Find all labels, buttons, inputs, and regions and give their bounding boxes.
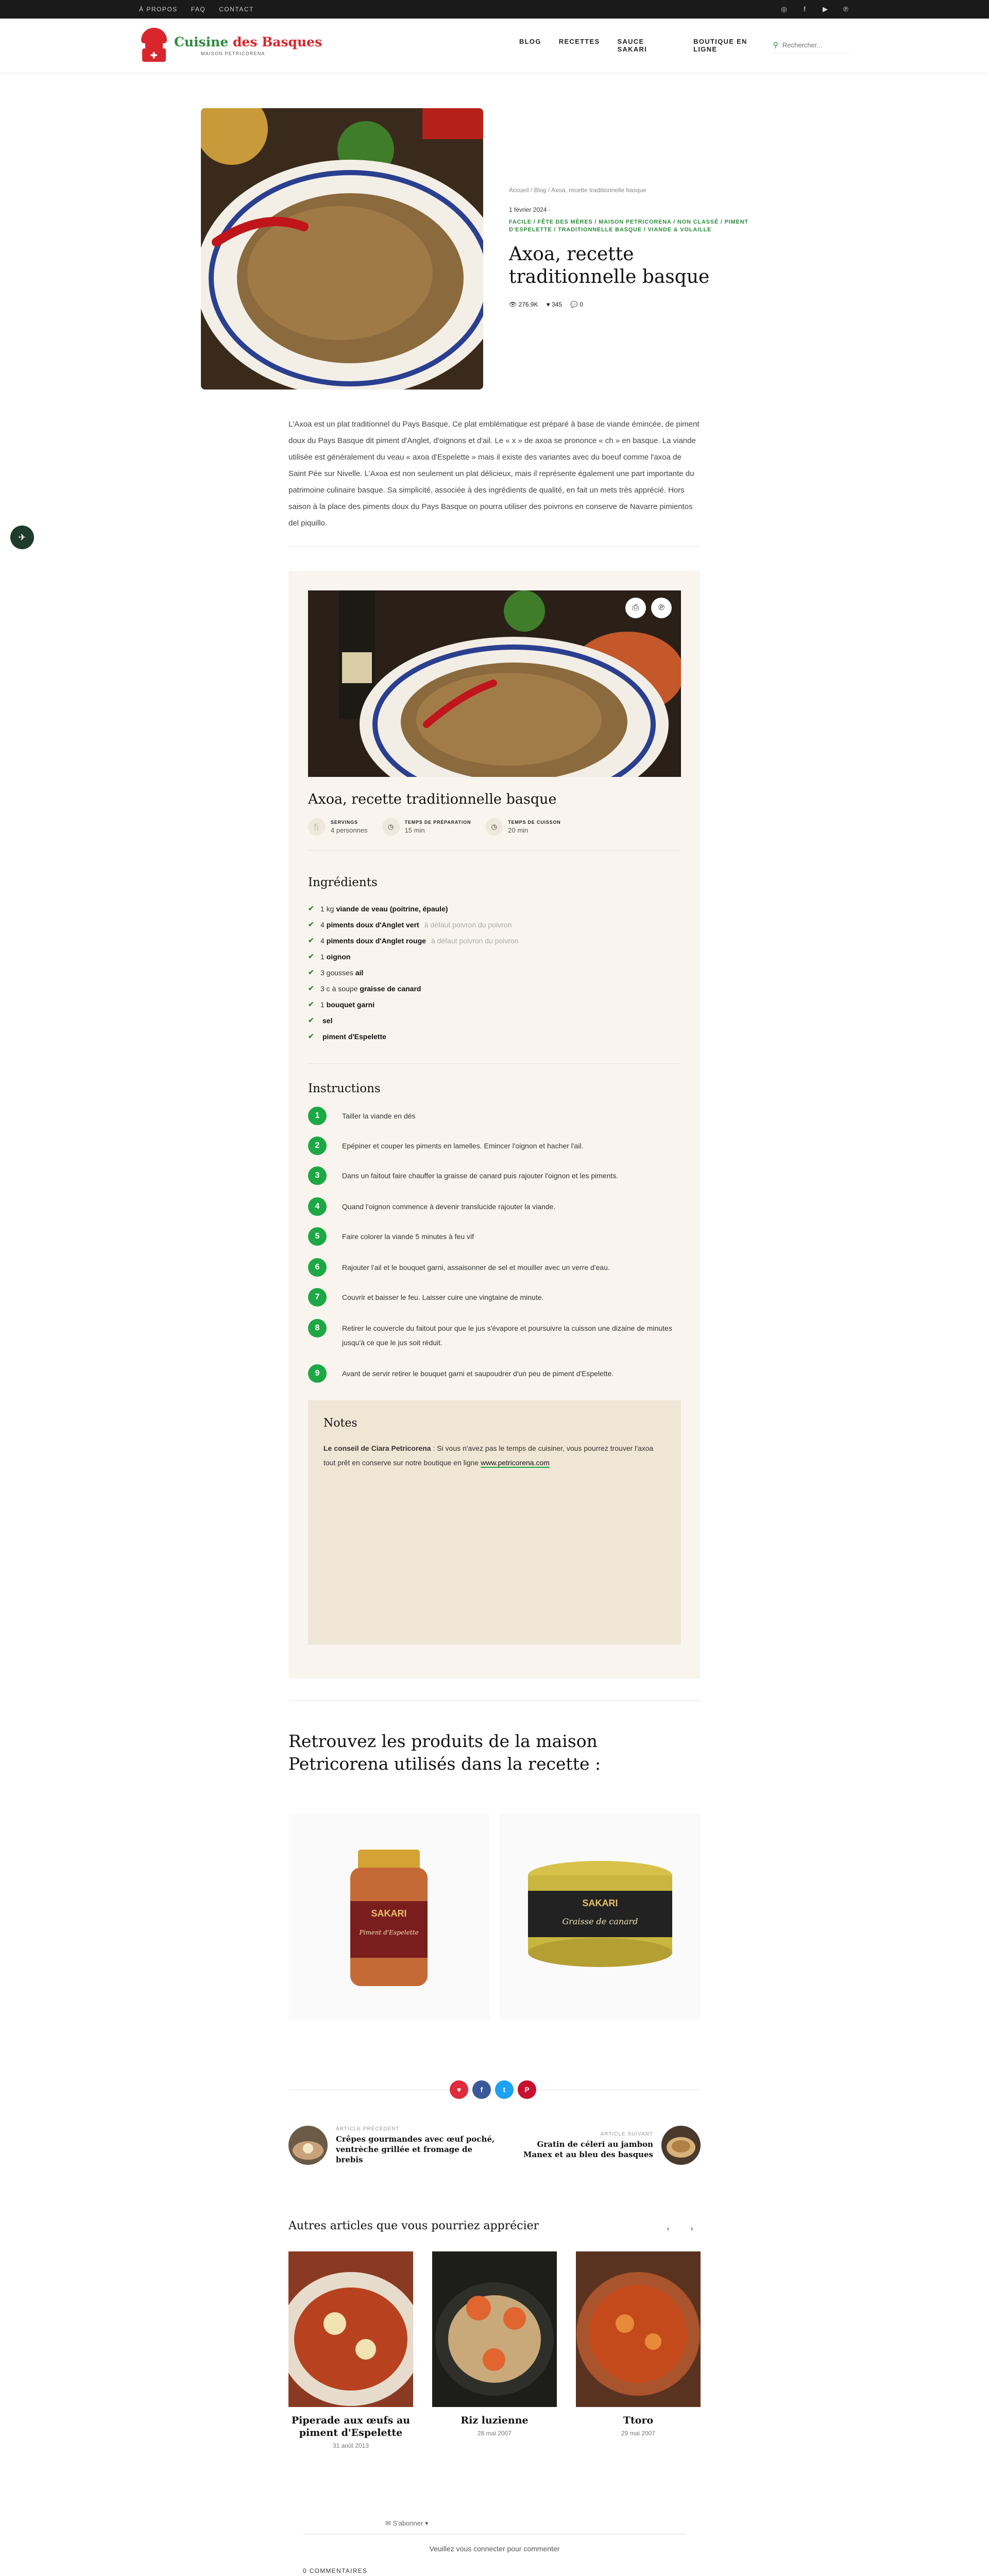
next-article-link[interactable]: ARTICLE SUIVANT Gratin de céleri au jambon Manex et au bleu des basques — [509, 2126, 701, 2165]
comments-section — [303, 2519, 686, 2576]
comments-count: 0 COMMENTAIRES — [303, 2567, 368, 2574]
social-links — [780, 5, 850, 13]
list-item: ✔ 1 bouquet garni — [308, 1000, 375, 1009]
list-item: 9 Avant de servir retirer le bouquet garni et saupoudrer d'un peu de piment d'Espelette. — [308, 1364, 681, 1395]
nav-sauce-sakari[interactable]: SAUCE SAKARI — [617, 38, 647, 53]
clock-icon: ◷ — [485, 818, 503, 836]
meta-prep-time: ◷ TEMPS DE PRÉPARATION 15 min — [382, 818, 471, 836]
list-item: 8 Retirer le couvercle du faitout pour que le jus s'évapore et poursuivre la cuisson une dizaine de minutes jusqu'à ce que le jus soit réduit. — [308, 1319, 681, 1364]
notes-heading: Notes — [323, 1417, 357, 1430]
list-item: 6 Rajouter l'ail et le bouquet garni, assaisonner de sel et mouiller avec un verre d'eau. — [308, 1258, 681, 1288]
check-icon: ✔ — [308, 1032, 314, 1040]
check-icon: ✔ — [308, 904, 314, 912]
logo-title: Cuisine des Basques — [174, 35, 322, 49]
youtube-icon[interactable]: ▶ — [823, 5, 828, 13]
product-brand: SAKARI — [582, 1898, 618, 1908]
pinterest-icon[interactable]: ℗ — [651, 598, 672, 618]
search-box — [773, 38, 850, 53]
mail-icon: ✉ — [385, 2519, 391, 2527]
list-item: 4 Quand l'oignon commence à devenir translucide rajouter la viande. — [308, 1197, 681, 1227]
facebook-icon[interactable]: f — [804, 5, 806, 13]
views-stat: 👁 276.9K — [509, 301, 538, 308]
comment-icon: 💬 — [570, 301, 578, 308]
instructions-heading: Instructions — [308, 1082, 381, 1095]
article-intro: L'Axoa est un plat traditionnel du Pays Basque. Ce plat emblématique est préparé à base de viande émincée, de piment doux du Pays Basque dit piment d'Anglet, d'oignons et d'ail. Le « x » de axoa se prononce « ch » en basque. La viande utilisée est généralement du veau « axoa d'Espelette » mais il existe des variantes avec du boeuf comme l'axoa de Saint Pée sur Nivelle. L'Axoa est non seulement un plat délicieux, mais il représente également une part importante du patrimoine culinaire basque. Sa simplicité, associée à des ingrédients de qualité, en fait un mets très apprécié. Hors saison à la place des piments doux du Pays Basque on pourra utiliser des poivrons en conserve de Navarre pimientos del piquillo. — [288, 420, 700, 528]
related-date: 29 mai 2007 — [621, 2430, 656, 2437]
article-date: 1 février 2024 · — [509, 206, 551, 213]
accessibility-icon[interactable]: ✈ — [10, 526, 34, 549]
chevron-right-icon[interactable]: › — [690, 2224, 693, 2232]
site-header — [0, 19, 989, 72]
related-image — [288, 2251, 413, 2407]
notes-text: Le conseil de Ciara Petricorena : Si vous n'avez pas le temps de cuisiner, vous pourrez trouver l'axoa tout prêt en conserve sur notre boutique en ligne www.petricorena.com — [323, 1444, 654, 1467]
list-item: ✔ 1 oignon — [308, 952, 351, 961]
subscribe-dropdown[interactable]: ✉ S'abonner ▾ — [385, 2519, 429, 2527]
product-card[interactable] — [500, 1814, 701, 2020]
meta-cook-time: ◷ TEMPS DE CUISSON 20 min — [485, 818, 560, 836]
related-card[interactable] — [432, 2251, 557, 2437]
clock-icon: ◷ — [382, 818, 400, 836]
share-bar — [288, 2080, 701, 2099]
prev-article-link[interactable]: ARTICLE PRÉCÉDENT Crêpes gourmandes avec œuf poché, ventrèche grillée et fromage de brebis — [288, 2126, 496, 2165]
top-link-about[interactable]: À PROPOS — [139, 6, 178, 13]
facebook-icon[interactable]: f — [472, 2080, 491, 2099]
list-item: ✔ 4 piments doux d'Anglet rouge à défaut poivron du poivron — [308, 936, 519, 945]
product-label: Graisse de canard — [562, 1917, 638, 1926]
recipe-meta — [308, 818, 561, 836]
list-item: 3 Dans un faitout faire chauffer la graisse de canard puis rajouter l'oignon et les piments. — [308, 1166, 681, 1197]
eye-icon: 👁 — [509, 301, 517, 308]
recipe-image — [308, 590, 681, 777]
logo-subtitle: MAISON PETRICORENA — [201, 51, 265, 56]
products-heading: Retrouvez les produits de la maison Petricorena utilisés dans la recette : — [288, 1731, 601, 1774]
check-icon: ✔ — [308, 1000, 314, 1008]
post-navigation — [288, 2126, 701, 2167]
article-title: Axoa, recette traditionnelle basque — [509, 244, 710, 287]
related-title[interactable]: Ttoro — [623, 2415, 654, 2426]
search-input[interactable] — [782, 41, 839, 49]
pinterest-icon[interactable]: ℗ — [843, 5, 848, 13]
check-icon: ✔ — [308, 1016, 314, 1024]
nav-blog[interactable]: BLOG — [519, 38, 541, 45]
list-item: 1 Tailler la viande en dés — [308, 1107, 681, 1137]
top-links — [139, 6, 254, 13]
list-item: ✔ 4 piments doux d'Anglet vert à défaut poivron du poivron — [308, 920, 512, 929]
heart-icon[interactable]: ♥ — [450, 2080, 468, 2099]
related-image — [432, 2251, 557, 2407]
ingredients-list — [308, 901, 681, 1044]
main-nav — [519, 38, 773, 53]
top-link-contact[interactable]: CONTACT — [219, 6, 254, 13]
chef-hat-logo-icon: ✚ — [139, 28, 169, 63]
related-card[interactable] — [288, 2251, 413, 2449]
instructions-list — [308, 1107, 681, 1395]
list-item: 5 Faire colorer la viande 5 minutes à feu vif — [308, 1227, 681, 1258]
divider — [308, 850, 681, 851]
breadcrumb[interactable]: Accueil / Blog / Axoa, recette traditionnelle basque — [509, 187, 646, 194]
top-bar — [0, 0, 989, 19]
list-item: ✔ 3 c à soupe graisse de canard — [308, 984, 421, 993]
print-icon[interactable]: ⎙ — [625, 598, 646, 618]
nav-boutique[interactable]: BOUTIQUE EN LIGNE — [693, 38, 747, 53]
related-title[interactable]: Piperade aux œufs au piment d'Espelette — [291, 2415, 411, 2438]
nav-recettes[interactable]: RECETTES — [558, 38, 600, 45]
product-card[interactable] — [288, 1814, 489, 2020]
divider — [308, 1063, 681, 1064]
check-icon: ✔ — [308, 984, 314, 992]
site-logo[interactable] — [139, 28, 380, 63]
check-icon: ✔ — [308, 952, 314, 960]
ingredients-heading: Ingrédients — [308, 876, 378, 889]
recipe-card — [288, 571, 701, 1679]
login-prompt[interactable]: Veuillez vous connecter pour commenter — [429, 2545, 560, 2553]
prev-article-thumb — [288, 2126, 328, 2165]
hero-image — [201, 108, 483, 389]
top-link-faq[interactable]: FAQ — [191, 6, 206, 13]
check-icon: ✔ — [308, 968, 314, 976]
instagram-icon[interactable]: ◎ — [781, 5, 787, 13]
check-icon: ✔ — [308, 936, 314, 944]
divider — [288, 1700, 701, 1701]
chevron-left-icon[interactable]: ‹ — [667, 2224, 670, 2232]
recipe-notes — [308, 1400, 681, 1645]
heart-icon: ♥ — [546, 301, 550, 308]
likes-stat[interactable]: ♥ 345 — [546, 301, 562, 308]
related-card[interactable] — [576, 2251, 701, 2437]
meta-servings: 🍴 SERVINGS 4 personnes — [308, 818, 368, 836]
chevron-down-icon: ▾ — [425, 2519, 429, 2527]
related-date: 31 août 2013 — [332, 2442, 369, 2449]
related-title[interactable]: Riz luzienne — [461, 2415, 528, 2426]
list-item: ✔ piment d'Espelette — [308, 1032, 386, 1041]
pinterest-icon[interactable]: P — [518, 2080, 536, 2099]
divider — [288, 546, 701, 547]
product-label: Piment d'Espelette — [359, 1929, 419, 1936]
related-nav — [660, 2221, 700, 2236]
list-item: 2 Epépiner et couper les piments en lamelles. Emincer l'oignon et hacher l'ail. — [308, 1137, 681, 1166]
related-image — [576, 2251, 701, 2407]
related-date: 28 mai 2007 — [477, 2430, 512, 2437]
cutlery-icon: 🍴 — [308, 818, 326, 836]
next-article-thumb — [661, 2126, 701, 2165]
comments-stat[interactable]: 💬 0 — [570, 301, 584, 308]
article-stats — [509, 301, 766, 308]
list-item: ✔ 1 kg viande de veau (poitrine, épaule) — [308, 904, 448, 913]
product-brand: SAKARI — [371, 1908, 407, 1919]
related-heading: Autres articles que vous pourriez apprécier — [288, 2219, 539, 2232]
article-hero — [201, 108, 788, 389]
article-categories[interactable]: FACILE / FÊTE DES MÈRES / MAISON PETRICORENA / NON CLASSÉ / PIMENT D'ESPELETTE / TRADITIONNELLE BASQUE / VIANDE & VOLAILLE — [509, 219, 748, 233]
recipe-title: Axoa, recette traditionnelle basque — [308, 791, 557, 807]
shop-link[interactable]: www.petricorena.com — [481, 1459, 550, 1467]
check-icon: ✔ — [308, 920, 314, 928]
list-item: ✔ 3 gousses ail — [308, 968, 364, 977]
search-icon[interactable]: ⚲ — [773, 41, 778, 49]
twitter-icon[interactable]: t — [495, 2080, 514, 2099]
list-item: 7 Couvrir et baisser le feu. Laisser cuire une vingtaine de minute. — [308, 1288, 681, 1319]
list-item: ✔ sel — [308, 1016, 333, 1025]
